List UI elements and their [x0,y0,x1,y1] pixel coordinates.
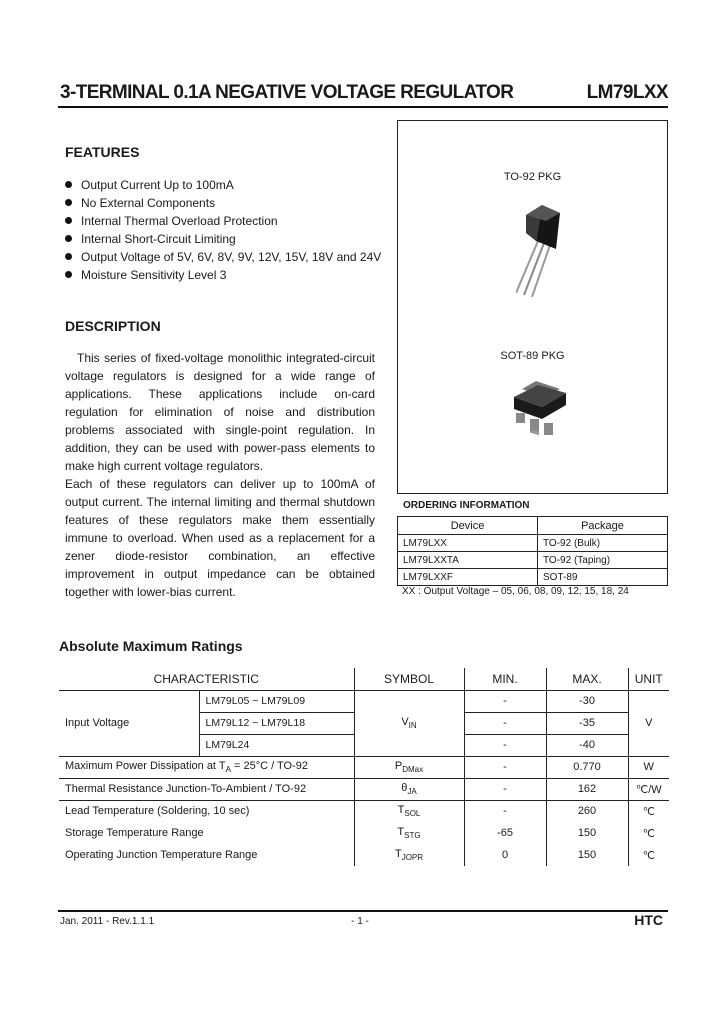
part-number: LM79LXX [586,82,668,103]
col-header-device: Device [398,517,538,535]
description-paragraph-2: Each of these regulators can deliver up to 100mA of output current. The internal limiting and thermal shutdown features of these regulators make them essentially immune to overload. When used as a replacement for a zener diode-resistor combination, an effective improvement in output impedance can be obtained together with lower-bias current. [65,477,375,599]
company-name: HTC [634,912,663,928]
col-header-characteristic: CHARACTERISTIC [59,668,354,690]
table-row: LM79L12 ~ LM79L18 - -35 [59,712,669,734]
page-title: 3-TERMINAL 0.1A NEGATIVE VOLTAGE REGULATOR [60,82,514,103]
bullet-icon [65,217,72,224]
table-row: LM79LXXTA TO-92 (Taping) [398,552,668,569]
table-row: Operating Junction Temperature Range $T_{JOPR}$ 0 150 ℃ [59,844,669,866]
table-row: Thermal Resistance Junction-To-Ambient / TO-92 $\theta_{JA}$ - 162 ℃/W [59,778,669,800]
list-item: Internal Short-Circuit Limiting [65,230,381,248]
col-header-symbol: SYMBOL [354,668,464,690]
bullet-icon [65,271,72,278]
list-item: Output Current Up to 100mA [65,176,381,194]
bullet-icon [65,235,72,242]
description-heading: DESCRIPTION [65,318,161,334]
table-row: Storage Temperature Range $T_{STG}$ -65 150 ℃ [59,822,669,844]
sot89-label: SOT-89 PKG [500,350,565,362]
col-header-unit: UNIT [628,668,669,690]
bullet-icon [65,253,72,260]
ratings-table [59,668,669,866]
list-item: No External Components [65,194,381,212]
bullet-icon [65,199,72,206]
page-number: - 1 - [351,916,369,927]
table-row: Maximum Power Dissipation at $T_A = 25^\circ C / TO-92$ $P_{DMax}$ - 0.770 W [59,756,669,778]
description-body [65,349,375,601]
sot89-package-icon [510,377,572,437]
features-heading: FEATURES [65,144,140,160]
description-paragraph-1: This series of fixed-voltage monolithic integrated-circuit voltage regulators is designed for a wide range of applications. These applications include on-card regulation for elimination of noise and distribution problems associated with single-point regulation. In addition, they can be used with power-pass elements to make high current voltage regulators. [65,351,375,473]
table-row: LM79LXXF SOT-89 [398,569,668,586]
bullet-icon [65,181,72,188]
list-item: Output Voltage of 5V, 6V, 8V, 9V, 12V, 15V, 18V and 24V [65,248,381,266]
col-header-package: Package [538,517,668,535]
table-row: Lead Temperature (Soldering, 10 sec) $T_{SOL}$ - 260 ℃ [59,800,669,822]
ordering-note: XX : Output Voltage – 05, 06, 08, 09, 12, 15, 18, 24 [402,586,629,597]
to92-label: TO-92 PKG [503,171,562,183]
ordering-table [397,516,668,586]
col-header-max: MAX. [546,668,628,690]
list-item: Moisture Sensitivity Level 3 [65,266,381,284]
features-list [65,176,381,284]
table-row: Input Voltage LM79L05 ~ LM79L09 $V_{IN}$ - -30 V [59,690,669,712]
footer-divider [58,910,668,912]
footer-date-rev: Jan. 2011 - Rev.1.1.1 [60,916,155,927]
ordering-heading: ORDERING INFORMATION [403,500,530,511]
header-divider [58,106,668,108]
table-row: LM79LXX TO-92 (Bulk) [398,535,668,552]
ratings-heading: Absolute Maximum Ratings [59,638,243,654]
table-row: LM79L24 - -40 [59,734,669,756]
table-header-row [398,517,668,535]
table-header-row [59,668,669,690]
col-header-min: MIN. [464,668,546,690]
package-images-box [397,120,668,494]
to92-package-icon [516,201,566,297]
list-item: Internal Thermal Overload Protection [65,212,381,230]
